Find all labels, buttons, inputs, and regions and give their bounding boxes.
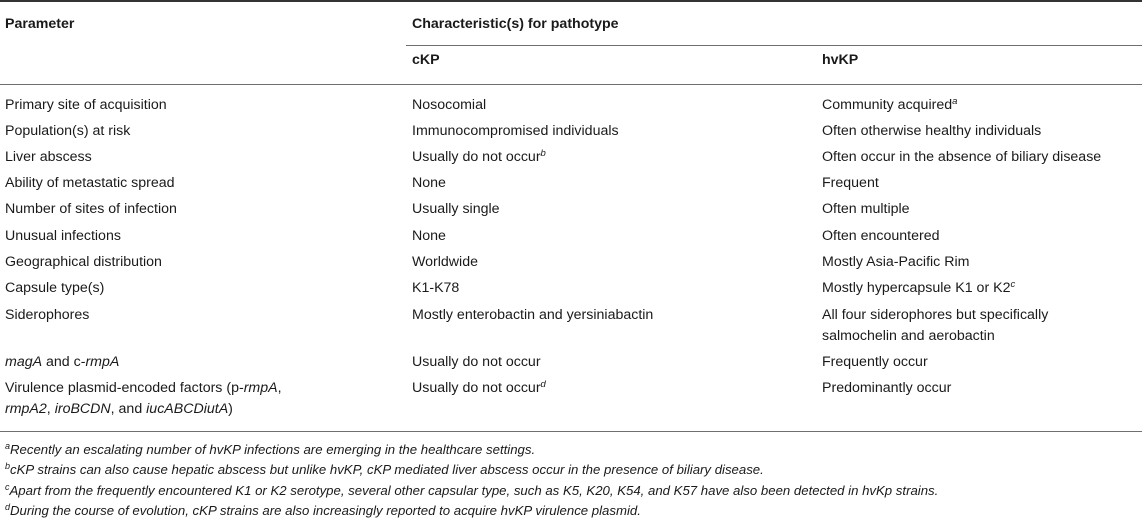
row-hvkp: Mostly hypercapsule K1 or K2$^c$	[822, 279, 1016, 296]
row-parameter: Unusual infections	[5, 228, 121, 244]
header-bottom-rule	[0, 84, 1142, 85]
header-ckp: cKP	[412, 52, 440, 68]
row-hvkp-line1: All four siderophores but specifically	[822, 307, 1049, 323]
footnote: $^d$During the course of evolution, cKP strains are also increasingly reported to acquire hvKP virulence plasmid.	[5, 502, 641, 518]
top-rule	[0, 0, 1142, 2]
row-ckp: Immunocompromised individuals	[412, 123, 619, 139]
header-hvkp: hvKP	[822, 52, 859, 68]
row-parameter: Geographical distribution	[5, 254, 162, 270]
row-hvkp-line2: salmochelin and aerobactin	[822, 328, 995, 344]
row-parameter: Primary site of acquisition	[5, 97, 167, 113]
row-ckp: Worldwide	[412, 254, 478, 270]
row-parameter: Number of sites of infection	[5, 201, 177, 217]
row-parameter: Capsule type(s)	[5, 280, 105, 296]
row-parameter: Siderophores	[5, 307, 90, 323]
table-bottom-rule	[0, 431, 1142, 432]
row-ckp: None	[412, 175, 446, 191]
row-ckp: Usually single	[412, 201, 500, 217]
row-hvkp: Often encountered	[822, 228, 940, 244]
row-ckp: Mostly enterobactin and yersiniabactin	[412, 307, 654, 323]
row-hvkp: Frequent	[822, 175, 879, 191]
row-hvkp: Often otherwise healthy individuals	[822, 123, 1042, 139]
row-hvkp: Predominantly occur	[822, 380, 952, 396]
footnote: $^c$Apart from the frequently encountered K1 or K2 serotype, several other capsular type, such as K5, K20, K54, and K57 have also been detected in hvKp strains.	[5, 482, 939, 498]
row-ckp: Usually do not occur$^d$	[412, 379, 546, 396]
row-parameter: magA and c-rmpA	[5, 354, 120, 370]
row-ckp: Usually do not occur$^b$	[412, 148, 546, 165]
row-parameter-line2: rmpA2, iroBCDN, and iucABCDiutA)	[5, 401, 233, 417]
header-parameter: Parameter	[5, 16, 75, 32]
row-hvkp: Often multiple	[822, 201, 910, 217]
row-parameter: Liver abscess	[5, 149, 92, 165]
row-hvkp: Often occur in the absence of biliary disease	[822, 149, 1102, 165]
row-parameter-line1: Virulence plasmid-encoded factors (p-rmpA,	[5, 380, 282, 396]
footnote: $^b$cKP strains can also cause hepatic abscess but unlike hvKP, cKP mediated liver abscess occur in the presence of biliary disease.	[5, 461, 764, 477]
row-ckp: Usually do not occur	[412, 354, 541, 370]
header-characteristics: Characteristic(s) for pathotype	[412, 16, 619, 32]
row-parameter: Population(s) at risk	[5, 123, 131, 139]
row-hvkp: Mostly Asia-Pacific Rim	[822, 254, 970, 270]
footnote: $^a$Recently an escalating number of hvKP infections are emerging in the healthcare settings.	[5, 441, 536, 457]
row-ckp: None	[412, 228, 446, 244]
row-ckp: K1-K78	[412, 280, 460, 296]
row-ckp: Nosocomial	[412, 97, 487, 113]
row-hvkp: Frequently occur	[822, 354, 928, 370]
row-parameter: Ability of metastatic spread	[5, 175, 175, 191]
header-subrule	[406, 45, 1142, 46]
row-hvkp: Community acquired$^a$	[822, 96, 958, 113]
